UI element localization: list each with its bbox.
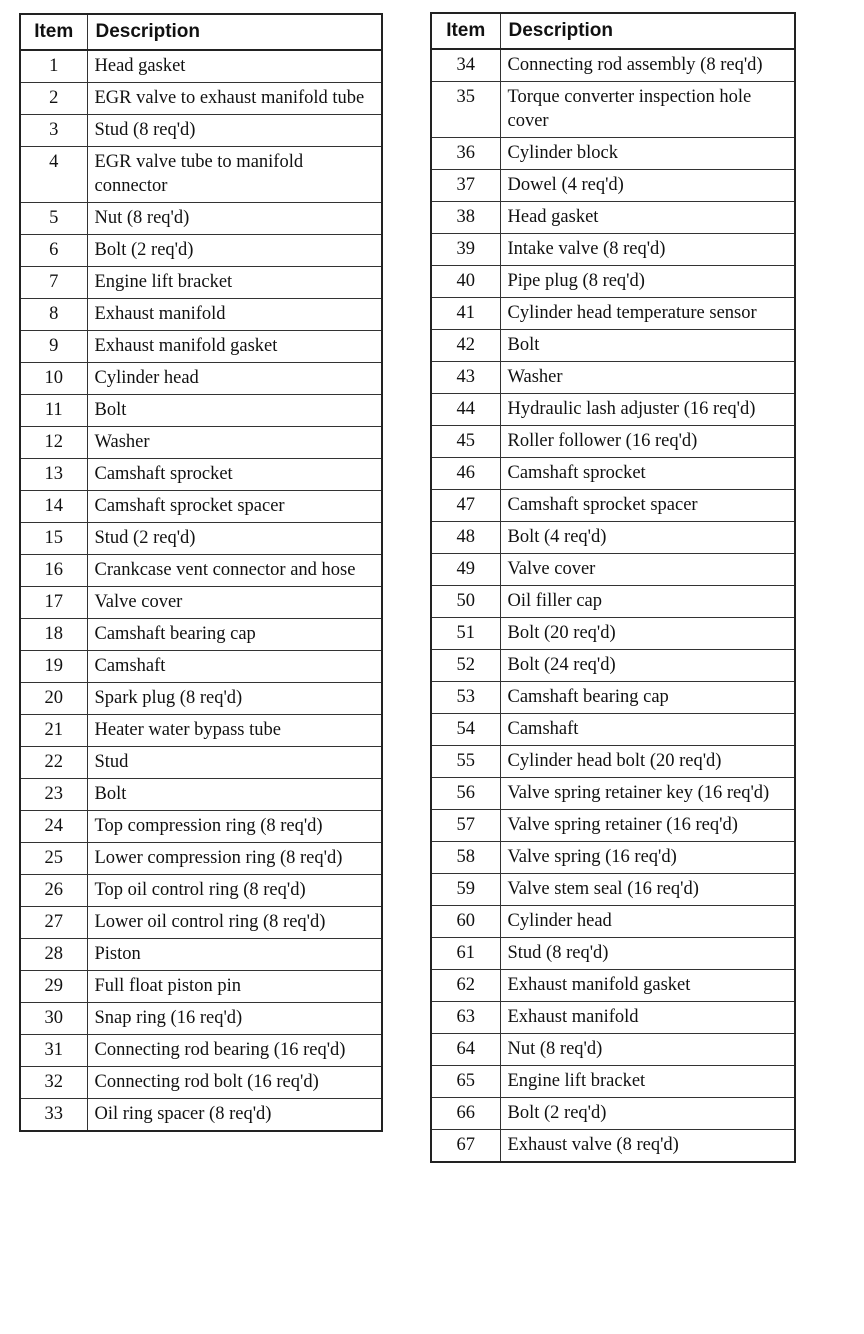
item-description: Top compression ring (8 req'd) [87, 811, 382, 843]
item-description: Bolt (2 req'd) [87, 235, 382, 267]
item-number: 65 [431, 1066, 500, 1098]
item-number: 53 [431, 682, 500, 714]
item-number: 66 [431, 1098, 500, 1130]
item-number: 55 [431, 746, 500, 778]
item-number: 12 [20, 427, 87, 459]
item-description: Torque converter inspection hole cover [500, 82, 795, 138]
item-number: 49 [431, 554, 500, 586]
table-row [431, 458, 795, 490]
table-row [431, 362, 795, 394]
item-number: 8 [20, 299, 87, 331]
item-description: Stud [87, 747, 382, 779]
description-column-header: Description [500, 13, 795, 49]
item-column-header: Item [20, 14, 87, 50]
table-row [431, 1130, 795, 1163]
table-row [20, 651, 382, 683]
item-description: Nut (8 req'd) [500, 1034, 795, 1066]
table-row [431, 82, 795, 138]
item-description: EGR valve tube to manifold connector [87, 147, 382, 203]
item-description: Head gasket [500, 202, 795, 234]
table-row [20, 587, 382, 619]
item-number: 51 [431, 618, 500, 650]
item-description: Washer [87, 427, 382, 459]
item-description: Valve spring retainer key (16 req'd) [500, 778, 795, 810]
table-row [431, 906, 795, 938]
item-number: 58 [431, 842, 500, 874]
item-number: 26 [20, 875, 87, 907]
table-row [20, 907, 382, 939]
item-number: 45 [431, 426, 500, 458]
table-row [431, 202, 795, 234]
item-number: 3 [20, 115, 87, 147]
item-number: 19 [20, 651, 87, 683]
item-number: 28 [20, 939, 87, 971]
table-row [431, 330, 795, 362]
table-row [20, 939, 382, 971]
table-row [20, 235, 382, 267]
item-description: Valve cover [87, 587, 382, 619]
item-description: Camshaft bearing cap [500, 682, 795, 714]
item-number: 50 [431, 586, 500, 618]
item-number: 17 [20, 587, 87, 619]
table-row [20, 115, 382, 147]
table-row [431, 554, 795, 586]
item-number: 62 [431, 970, 500, 1002]
item-description: Camshaft [87, 651, 382, 683]
table-row [20, 1067, 382, 1099]
table-row [20, 395, 382, 427]
table-row [431, 298, 795, 330]
item-description: Oil filler cap [500, 586, 795, 618]
item-number: 11 [20, 395, 87, 427]
parts-table-right [430, 12, 796, 1163]
parts-table-left [19, 13, 383, 1132]
table-row [20, 683, 382, 715]
item-description: Spark plug (8 req'd) [87, 683, 382, 715]
table-row [431, 266, 795, 298]
item-description: Snap ring (16 req'd) [87, 1003, 382, 1035]
item-number: 67 [431, 1130, 500, 1163]
item-description: Bolt [87, 779, 382, 811]
table-row [431, 1098, 795, 1130]
item-description: Dowel (4 req'd) [500, 170, 795, 202]
item-number: 56 [431, 778, 500, 810]
item-number: 48 [431, 522, 500, 554]
table-row [20, 1035, 382, 1067]
item-description: Exhaust manifold [500, 1002, 795, 1034]
item-description: Stud (8 req'd) [500, 938, 795, 970]
item-number: 10 [20, 363, 87, 395]
item-number: 59 [431, 874, 500, 906]
item-number: 30 [20, 1003, 87, 1035]
table-row [431, 170, 795, 202]
table-row [431, 490, 795, 522]
table-row [431, 1002, 795, 1034]
item-description: Full float piston pin [87, 971, 382, 1003]
table-row [431, 49, 795, 82]
table-row [431, 650, 795, 682]
item-number: 29 [20, 971, 87, 1003]
item-number: 34 [431, 49, 500, 82]
table-row [431, 1034, 795, 1066]
item-description: Top oil control ring (8 req'd) [87, 875, 382, 907]
item-number: 47 [431, 490, 500, 522]
table-row [20, 427, 382, 459]
table-row [431, 746, 795, 778]
item-description: Intake valve (8 req'd) [500, 234, 795, 266]
description-column-header: Description [87, 14, 382, 50]
table-row [431, 970, 795, 1002]
table-row [431, 586, 795, 618]
item-description: Exhaust manifold gasket [87, 331, 382, 363]
item-number: 22 [20, 747, 87, 779]
table-row [431, 426, 795, 458]
table-row [431, 842, 795, 874]
item-number: 63 [431, 1002, 500, 1034]
item-number: 7 [20, 267, 87, 299]
table-row [20, 363, 382, 395]
item-number: 52 [431, 650, 500, 682]
item-number: 60 [431, 906, 500, 938]
table-row [20, 331, 382, 363]
table-row [20, 811, 382, 843]
item-number: 35 [431, 82, 500, 138]
table-row [431, 938, 795, 970]
item-number: 33 [20, 1099, 87, 1132]
table-row [431, 618, 795, 650]
item-description: Engine lift bracket [500, 1066, 795, 1098]
item-number: 46 [431, 458, 500, 490]
table-row [20, 747, 382, 779]
item-number: 64 [431, 1034, 500, 1066]
item-description: Camshaft sprocket [500, 458, 795, 490]
item-number: 2 [20, 83, 87, 115]
table-row [431, 874, 795, 906]
item-number: 40 [431, 266, 500, 298]
table-row [20, 491, 382, 523]
item-description: Valve spring retainer (16 req'd) [500, 810, 795, 842]
table-row [431, 1066, 795, 1098]
table-row [20, 779, 382, 811]
table-row [431, 394, 795, 426]
item-number: 39 [431, 234, 500, 266]
table-row [20, 147, 382, 203]
item-number: 13 [20, 459, 87, 491]
table-row [20, 875, 382, 907]
item-number: 54 [431, 714, 500, 746]
table-row [431, 138, 795, 170]
item-number: 43 [431, 362, 500, 394]
item-description: Piston [87, 939, 382, 971]
item-description: Bolt (24 req'd) [500, 650, 795, 682]
item-description: Cylinder head bolt (20 req'd) [500, 746, 795, 778]
table-header-row [431, 13, 795, 49]
item-description: Stud (2 req'd) [87, 523, 382, 555]
table-row [431, 778, 795, 810]
item-number: 37 [431, 170, 500, 202]
item-number: 6 [20, 235, 87, 267]
item-description: Pipe plug (8 req'd) [500, 266, 795, 298]
item-number: 18 [20, 619, 87, 651]
table-row [20, 203, 382, 235]
table-row [20, 619, 382, 651]
item-description: Bolt [500, 330, 795, 362]
item-number: 23 [20, 779, 87, 811]
item-description: EGR valve to exhaust manifold tube [87, 83, 382, 115]
item-description: Washer [500, 362, 795, 394]
table-row [20, 1003, 382, 1035]
parts-table-left-body [20, 50, 382, 1131]
item-number: 57 [431, 810, 500, 842]
table-row [20, 843, 382, 875]
item-number: 25 [20, 843, 87, 875]
item-description: Heater water bypass tube [87, 715, 382, 747]
item-number: 1 [20, 50, 87, 83]
item-number: 31 [20, 1035, 87, 1067]
item-number: 32 [20, 1067, 87, 1099]
parts-table-right-body [431, 49, 795, 1162]
item-description: Valve spring (16 req'd) [500, 842, 795, 874]
item-description: Valve cover [500, 554, 795, 586]
item-description: Exhaust valve (8 req'd) [500, 1130, 795, 1163]
item-number: 24 [20, 811, 87, 843]
item-number: 5 [20, 203, 87, 235]
item-description: Bolt (20 req'd) [500, 618, 795, 650]
item-description: Stud (8 req'd) [87, 115, 382, 147]
item-description: Valve stem seal (16 req'd) [500, 874, 795, 906]
item-number: 14 [20, 491, 87, 523]
item-description: Camshaft sprocket spacer [87, 491, 382, 523]
item-number: 9 [20, 331, 87, 363]
item-number: 36 [431, 138, 500, 170]
table-row [20, 971, 382, 1003]
item-description: Exhaust manifold [87, 299, 382, 331]
item-description: Camshaft sprocket [87, 459, 382, 491]
item-description: Connecting rod bolt (16 req'd) [87, 1067, 382, 1099]
table-row [20, 555, 382, 587]
item-description: Roller follower (16 req'd) [500, 426, 795, 458]
item-number: 42 [431, 330, 500, 362]
item-description: Head gasket [87, 50, 382, 83]
table-row [431, 810, 795, 842]
item-description: Camshaft [500, 714, 795, 746]
item-description: Cylinder head [500, 906, 795, 938]
item-number: 15 [20, 523, 87, 555]
item-number: 4 [20, 147, 87, 203]
table-row [431, 682, 795, 714]
table-row [20, 523, 382, 555]
item-number: 38 [431, 202, 500, 234]
item-description: Bolt (4 req'd) [500, 522, 795, 554]
table-row [431, 234, 795, 266]
item-number: 16 [20, 555, 87, 587]
item-description: Crankcase vent connector and hose [87, 555, 382, 587]
item-description: Cylinder head temperature sensor [500, 298, 795, 330]
item-description: Connecting rod bearing (16 req'd) [87, 1035, 382, 1067]
table-row [20, 267, 382, 299]
item-number: 44 [431, 394, 500, 426]
item-number: 41 [431, 298, 500, 330]
table-row [431, 714, 795, 746]
item-description: Camshaft bearing cap [87, 619, 382, 651]
item-description: Lower oil control ring (8 req'd) [87, 907, 382, 939]
table-row [20, 1099, 382, 1132]
item-description: Hydraulic lash adjuster (16 req'd) [500, 394, 795, 426]
item-number: 27 [20, 907, 87, 939]
item-description: Connecting rod assembly (8 req'd) [500, 49, 795, 82]
table-row [20, 50, 382, 83]
table-row [20, 299, 382, 331]
table-row [20, 83, 382, 115]
table-row [20, 715, 382, 747]
item-description: Camshaft sprocket spacer [500, 490, 795, 522]
item-description: Bolt (2 req'd) [500, 1098, 795, 1130]
item-number: 61 [431, 938, 500, 970]
item-column-header: Item [431, 13, 500, 49]
table-header-row [20, 14, 382, 50]
item-description: Nut (8 req'd) [87, 203, 382, 235]
table-row [431, 522, 795, 554]
item-description: Engine lift bracket [87, 267, 382, 299]
item-description: Lower compression ring (8 req'd) [87, 843, 382, 875]
item-description: Exhaust manifold gasket [500, 970, 795, 1002]
item-description: Bolt [87, 395, 382, 427]
item-number: 20 [20, 683, 87, 715]
table-row [20, 459, 382, 491]
item-number: 21 [20, 715, 87, 747]
item-description: Oil ring spacer (8 req'd) [87, 1099, 382, 1132]
item-description: Cylinder head [87, 363, 382, 395]
item-description: Cylinder block [500, 138, 795, 170]
